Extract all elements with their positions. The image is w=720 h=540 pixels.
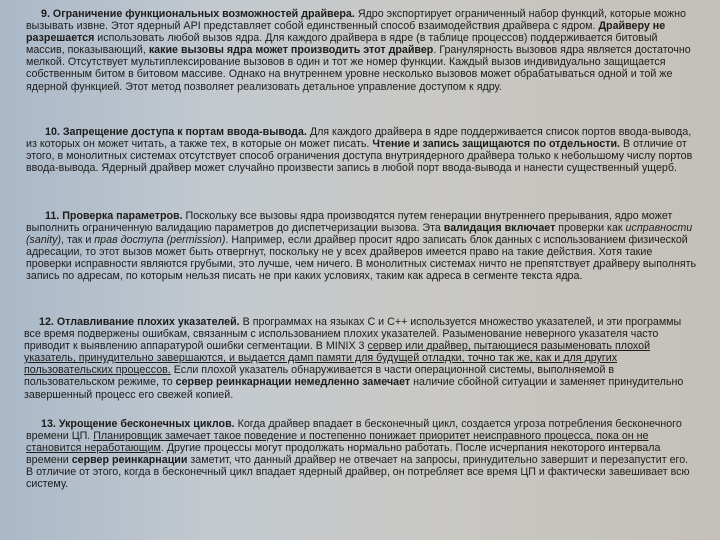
text-run: Поскольку все вызовы ядра производятся путем генерации внутреннего прерывания, ядро может выполнить ограниченную валидацию параметров до диспетчеризации вызова. Эта [26,210,673,235]
text-run: Если плохой указатель обнаруживается в части операционной системы, выполняемой в пользовательском режиме, то [24,364,615,389]
text-run: Ядро экспортирует ограниченный набор функций, которые можно вызывать извне. Этот ядерный API представляет собой единственный способ взаимодействия драйвера с ядром. [26,8,686,33]
underlined-run: сервер или драйвер, пытающиеся разыменовать плохой указатель, принудительно завершаются, и выдается дамп памяти для будущей отладки, точно так же, как и для других пользовательских процессов. [24,340,651,377]
text-run: проверки как [555,222,626,235]
text-run: Когда драйвер впадает в бесконечный цикл, создается угроза потребления бесконечного времени ЦП. [26,418,682,443]
paragraph-10-heading: 10. Запрещение доступа к портам ввода-вывода. [45,126,307,138]
paragraph-11-heading: 11. Проверка параметров. [45,210,183,222]
paragraph-13-heading: 13. Укрощение бесконечных циклов. [41,418,235,430]
bold-run: Драйверу не разрешается [26,20,666,45]
bold-run: валидация включает [443,222,556,235]
text-run: В программах на языках С и С++ используется множество указателей, и эти программы все время подвержены ошибкам, связанным с использованием плохих указателей. Разыменование неверного указателя часто приводит к выявлению аппаратурой ошибки сегментации. В MINIX 3 [24,316,682,353]
bold-run: сервер реинкарнации немедленно замечает [175,376,411,389]
text-run: использовать любой вызов ядра. Для каждого драйвера в ядре (в таблице процессов) поддерживается битовый массив, показывающий, [26,32,658,57]
paragraph-10 [26,126,698,174]
paragraph-9 [26,8,698,93]
paragraph-12-heading: 12. Отлавливание плохих указателей. [39,316,240,328]
paragraph-11 [26,210,698,283]
text-run: Для каждого драйвера в ядре поддерживается список портов ввода-вывода, из которых он может читать, а также тех, в которые он может писать. [26,126,692,151]
text-run: . Другие процессы могут продолжать нормально работать. После исчерпания некоторого интервала времени [26,442,661,467]
paragraph-13 [26,418,698,491]
paragraph-9-heading: 9. Ограничение функциональных возможностей драйвера. [41,8,355,20]
bold-run: сервер реинкарнации [71,454,188,467]
bold-run: какие вызовы ядра может производить этот драйвер [148,44,434,57]
text-run: , так и [61,234,95,247]
text-run: заметит, что данный драйвер не отвечает на запросы, принудительно завершит и перезапустит его. В отличие от этого, когда в бесконечный цикл впадает ядерный драйвер, он потребляет все время ЦП и фактически завешивает всю систему. [26,454,690,491]
italic-run: исправности (sanity) [26,222,693,247]
text-run: . Например, если драйвер просит ядро записать блок данных с использованием физической адресации, то этот вызов может быть отвергнут, поскольку не у всех драйверов имеется право на такие действия. Хотя такие проверки исправности являются грубыми, это лучше, чем ничего. В монолитных системах ничто не препятствует драйверу выполнять запись по адресам, по которым нельзя писать не при каких условиях, таким как адреса в сегменте текста ядра. [26,234,697,283]
text-run: наличие сбойной ситуации и заменяет принудительно завершенный процесс его свежей копией. [24,376,684,401]
text-run: В отличие от этого, в монолитных системах отсутствует способ ограничения доступа внутриядерного драйвера только к небольшому числу портов ввода-вывода. Ядерный драйвер может случайно произвести запись в любой порт ввода-вывода и нанести существенный ущерб. [26,138,693,175]
underlined-run: Планировщик замечает такое поведение и постепенно понижает приоритет неисправного процесса, пока он не становится неработающим [26,430,649,455]
italic-run: прав доступа (permission) [94,234,226,247]
bold-run: Чтение и запись защищаются по отдельности. [372,138,621,151]
text-run: . Гранулярность вызовов ядра является достаточно мелкой. Отсутствует мультиплексирование вызовов в один и тот же номер функции. Каждый вызов индивидуально защищается собственным битом в битовом массиве. Однако на внутреннем уровне несколько вызовов может обрабатываться одной и той же ядерной функцией. Этот метод позволяет реализовать детальное управление доступом к ядру. [26,44,691,93]
paragraph-12 [24,316,698,401]
